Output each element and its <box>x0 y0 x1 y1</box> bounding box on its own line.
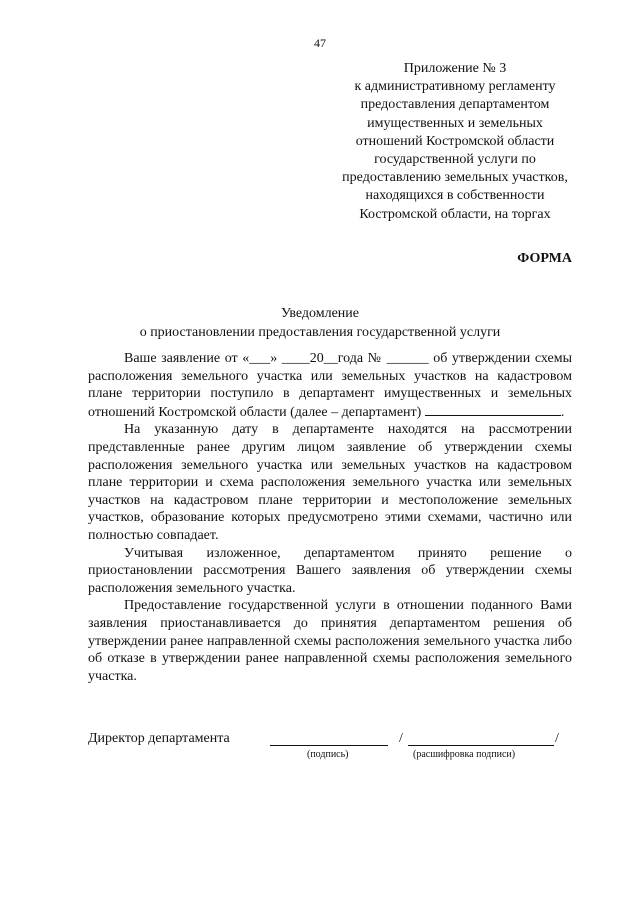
appendix-line: Костромской области, на торгах <box>359 206 551 222</box>
notice-title: Уведомление <box>280 306 359 321</box>
appendix-line: предоставления департаментом <box>360 97 550 113</box>
signature-decoding-line <box>408 745 554 746</box>
paragraph-application <box>88 350 572 421</box>
department-blank-line <box>425 403 561 416</box>
notice-heading <box>0 304 640 342</box>
page-number: 47 <box>314 36 326 50</box>
appendix-line: к административному регламенту <box>354 79 556 95</box>
appendix-line: государственной услуги по <box>374 152 536 168</box>
appendix-line: отношений Костромской области <box>355 133 555 149</box>
paragraph-application-text: Ваше заявление от «___» ____20__года № ______ об утверждении схемы расположения земельного участка или земельных участков на кадастровом плане территории поступило в департамент имущественных и земельных отношений Костромской области (далее – департамент) <box>88 351 572 420</box>
signature-line <box>270 745 388 746</box>
appendix-line: находящихся в собственности <box>365 188 545 204</box>
form-label: ФОРМА <box>517 251 572 266</box>
director-role: Директор департамента <box>88 731 230 746</box>
notice-body <box>88 350 572 685</box>
appendix-line: Приложение № 3 <box>403 61 507 76</box>
signature-separator: / <box>399 731 403 746</box>
signature-caption: (подпись) <box>307 749 349 760</box>
paragraph-decision: Учитывая изложенное, департаментом принято решение о приостановлении рассмотрения Вашего заявления об утверждении схемы расположения земельного участка. <box>88 545 572 596</box>
paragraph-application-tail: . <box>560 404 565 420</box>
appendix-header <box>300 60 610 224</box>
appendix-line: предоставлению земельных участков, <box>342 170 568 186</box>
notice-subtitle: о приостановлении предоставления государственной услуги <box>139 325 501 340</box>
decoding-caption: (расшифровка подписи) <box>413 749 516 760</box>
paragraph-suspension: Предоставление государственной услуги в отношении поданного Вами заявления приостанавливается до принятия департаментом решения об утверждении ранее направленной схемы расположения земельного участка либо об отказе в утверждении ранее направленной схемы расположения земельного участка. <box>88 598 572 684</box>
appendix-line: имущественных и земельных <box>367 115 543 131</box>
paragraph-pending-review: На указанную дату в департаменте находятся на рассмотрении представленные ранее другим лицом заявление об утверждении схемы расположения земельного участка или земельных участков на кадастровом плане территории и схема расположения земельного участка или земельных участков на кадастровом плане территории и местоположение земельных участков, образование которых предусмотрено этими схемами, частично или полностью совпадает. <box>88 422 572 543</box>
signature-end-separator: / <box>555 731 559 746</box>
signature-block <box>88 731 572 771</box>
